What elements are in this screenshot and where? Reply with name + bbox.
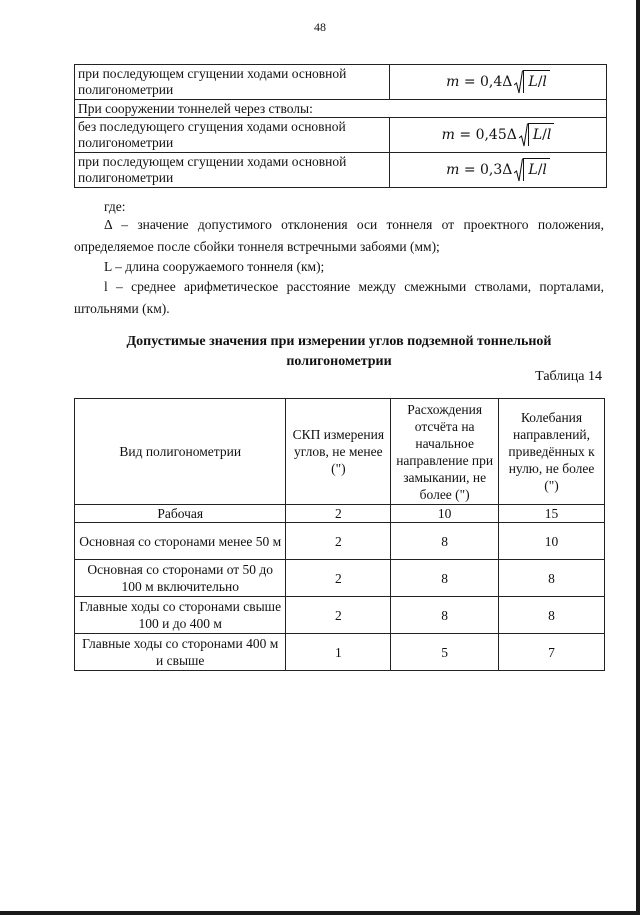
header-angle-rms: СКП измерения углов, не менее (") [286,399,391,505]
formula-coefficient: 0,45Δ [475,127,517,143]
formula-row-label: при последующем сгущении ходами основной полигонометрии [75,65,390,100]
legend-l: l – среднее арифметическое расстояние между смежными стволами, порталами, штольнями (км). [74,279,604,316]
table-row [75,505,605,523]
formula: m = 0,45Δ L/l [390,118,607,153]
table-row [75,634,605,671]
measurement-table [74,398,605,671]
header-polygonometry-type: Вид полигонометрии [75,399,286,505]
formula-row-label: без последующего сгущения ходами основной полигонометрии [75,118,390,153]
square-root: L/l [519,123,555,147]
square-root: L/l [514,70,550,94]
table-cell: 1 [286,634,391,671]
table-row [75,597,605,634]
formula-row-label: при последующем сгущении ходами основной полигонометрии [75,153,390,188]
formula-row [75,153,607,188]
formula-section-label: При сооружении тоннелей через стволы: [75,100,607,118]
table-cell: Главные ходы со сторонами 400 м и свыше [75,634,286,671]
legend-L: L – длина сооружаемого тоннеля (км); [104,259,325,274]
header-closure-discrepancy: Расхождения отсчёта на начальное направление при замыкании, не более (") [391,399,499,505]
page-number: 48 [314,20,326,34]
formula-row [75,118,607,153]
formula-row [75,65,607,100]
table-cell: Основная со сторонами от 50 до 100 м включительно [75,560,286,597]
legend-where: где: [104,199,126,214]
table-cell: 10 [391,505,499,523]
table-cell: 10 [499,523,605,560]
table-cell: 5 [391,634,499,671]
table-cell: 15 [499,505,605,523]
table-cell: 8 [391,597,499,634]
formula-table [74,64,607,188]
table-cell: 7 [499,634,605,671]
legend-delta: Δ – значение допустимого отклонения оси тоннеля от проектного положения, определяемое после сбойки тоннеля встречными забоями (мм); [74,217,604,254]
table-cell: Основная со сторонами менее 50 м [75,523,286,560]
table-cell: 8 [391,560,499,597]
table-cell: 2 [286,505,391,523]
table-label: Таблица 14 [535,369,602,384]
table-cell: Главные ходы со сторонами свыше 100 и до 400 м [75,597,286,634]
table-cell: 2 [286,597,391,634]
table-cell: 8 [499,560,605,597]
formula: m = 0,4Δ L/l [390,65,607,100]
table-row [75,560,605,597]
table-cell: 8 [391,523,499,560]
table-header-row [75,399,605,505]
formula-coefficient: 0,3Δ [480,162,513,178]
header-direction-fluctuation: Колебания направлений, приведённых к нулю, не более (") [499,399,605,505]
table-cell: Рабочая [75,505,286,523]
table-cell: 2 [286,523,391,560]
formula-section-row [75,100,607,118]
formula: m = 0,3Δ L/l [390,153,607,188]
square-root: L/l [514,158,550,182]
table-row [75,523,605,560]
table-cell: 2 [286,560,391,597]
formula-coefficient: 0,4Δ [480,74,513,90]
table-cell: 8 [499,597,605,634]
table-heading: Допустимые значения при измерении углов подземной тоннельной полигонометрии [126,334,552,369]
